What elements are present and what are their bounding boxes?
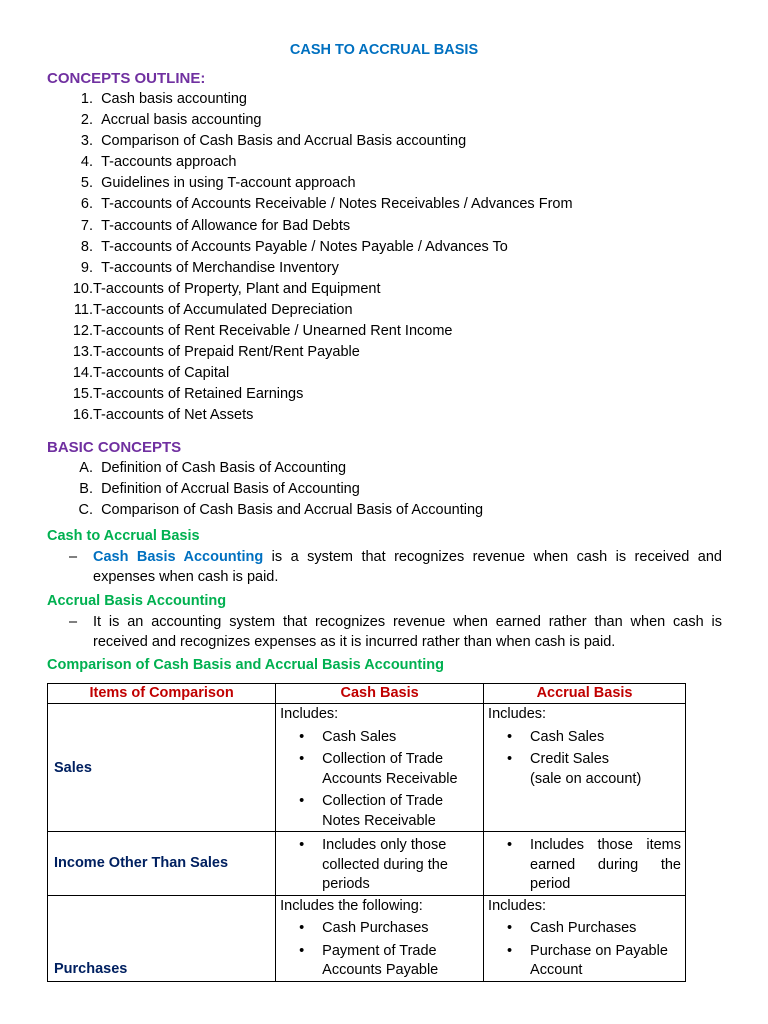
item-number: 9. — [80, 259, 93, 276]
list-item — [47, 152, 573, 173]
item-number: C. — [78, 502, 93, 519]
concepts-outline-heading: CONCEPTS OUTLINE: — [47, 70, 206, 87]
item-number: 12. — [72, 323, 93, 340]
sales-cash-basis-cell — [276, 704, 484, 832]
item-number: A. — [79, 460, 93, 476]
list-item: • Purchase on Payable Account — [488, 942, 681, 981]
list-item — [47, 300, 573, 321]
item-text: T-accounts of Accounts Payable / Notes Payable / Advances To — [101, 238, 508, 255]
item-text: T-accounts of Property, Plant and Equipment — [93, 280, 381, 297]
item-number: 5. — [80, 175, 93, 192]
basic-concepts-heading: BASIC CONCEPTS — [47, 439, 182, 456]
list-item — [47, 258, 573, 279]
item-number: 8. — [80, 238, 93, 255]
accrual-basis-heading: Accrual Basis Accounting — [47, 593, 227, 609]
list-item — [47, 194, 573, 215]
list-item — [47, 500, 483, 521]
list-item — [47, 479, 483, 500]
cell-intro: Includes: — [488, 897, 547, 914]
list-item: • Includes those items earned during the period — [488, 836, 681, 895]
list-item — [47, 89, 573, 110]
item-text: Definition of Cash Basis of Accounting — [101, 460, 347, 476]
list-item — [47, 458, 483, 479]
list-item: • Collection of Trade Notes Receivable — [280, 792, 479, 831]
sales-accrual-basis-cell — [484, 704, 686, 832]
purchases-accrual-basis-cell — [484, 895, 686, 981]
income-accrual-basis-cell — [484, 832, 686, 896]
accrual-basis-definition — [47, 613, 722, 652]
list-item: • Credit Sales — [488, 750, 681, 770]
list-item: • Collection of Trade Accounts Receivable — [280, 750, 479, 789]
item-text: T-accounts of Retained Earnings — [93, 386, 304, 403]
item-number: 3. — [80, 133, 93, 150]
list-item — [47, 237, 573, 258]
basic-concepts-list — [47, 458, 483, 521]
purchases-cash-basis-cell — [276, 895, 484, 981]
cash-basis-keyword: Cash Basis Accounting — [93, 549, 264, 565]
cash-to-accrual-heading: Cash to Accrual Basis — [47, 528, 200, 544]
list-item: • Cash Sales — [280, 728, 479, 748]
list-item: • Cash Purchases — [488, 919, 681, 939]
comparison-table — [47, 683, 686, 982]
cell-intro: Includes: — [488, 706, 547, 722]
list-item — [47, 405, 573, 426]
list-item — [47, 342, 573, 363]
item-text: Definition of Accrual Basis of Accounting — [101, 481, 360, 498]
item-number: 4. — [80, 154, 93, 171]
dash-bullet: – — [69, 614, 78, 630]
item-number: 1. — [80, 91, 93, 107]
item-number: 10. — [72, 280, 93, 297]
item-number: 14. — [72, 365, 93, 382]
item-text: T-accounts of Net Assets — [93, 407, 254, 424]
comparison-heading: Comparison of Cash Basis and Accrual Basis Accounting — [47, 657, 444, 673]
cash-basis-text: is a system that recognizes revenue when cash is received and expenses when cash is paid. — [93, 549, 722, 585]
list-item: • Cash Sales — [488, 728, 681, 748]
column-header: Items of Comparison — [48, 684, 276, 704]
row-label-income-other: Income Other Than Sales — [48, 832, 276, 896]
item-text: T-accounts of Merchandise Inventory — [101, 259, 339, 276]
list-item — [47, 279, 573, 300]
list-item — [47, 384, 573, 405]
table-row — [48, 832, 686, 896]
item-text: T-accounts approach — [101, 154, 237, 171]
item-text: T-accounts of Accumulated Depreciation — [93, 301, 353, 318]
item-number: 15. — [72, 386, 93, 403]
list-item: • Payment of Trade Accounts Payable — [280, 942, 479, 981]
item-text: Cash basis accounting — [101, 91, 247, 107]
column-header: Cash Basis — [276, 684, 484, 704]
item-text: T-accounts of Prepaid Rent/Rent Payable — [93, 344, 360, 361]
accrual-basis-text: It is an accounting system that recognizes revenue when earned rather than when cash is received and recognizes expenses as it is incurred rather than when cash is paid. — [93, 614, 722, 650]
item-text: Comparison of Cash Basis and Accrual Basis of Accounting — [101, 502, 484, 519]
item-number: B. — [79, 481, 93, 498]
item-text: T-accounts of Capital — [93, 365, 230, 382]
item-number: 13. — [72, 344, 93, 361]
item-number: 11. — [73, 301, 93, 318]
row-label-sales: Sales — [48, 704, 276, 832]
list-item — [47, 363, 573, 384]
list-item — [47, 321, 573, 342]
cell-intro: Includes the following: — [280, 897, 423, 914]
list-item — [47, 110, 573, 131]
item-text: Accrual basis accounting — [101, 112, 262, 129]
row-label-purchases: Purchases — [48, 895, 276, 981]
page-title: CASH TO ACCRUAL BASIS — [289, 42, 479, 58]
table-row — [48, 895, 686, 981]
item-text: T-accounts of Accounts Receivable / Notes Receivables / Advances From — [101, 196, 573, 213]
column-header: Accrual Basis — [484, 684, 686, 704]
list-item: • Includes only those collected during the periods — [280, 836, 479, 895]
list-item — [47, 216, 573, 237]
item-number: 16. — [72, 407, 93, 424]
item-text: T-accounts of Allowance for Bad Debts — [101, 217, 351, 234]
list-item — [47, 173, 573, 194]
table-row — [48, 704, 686, 832]
item-text: T-accounts of Rent Receivable / Unearned Rent Income — [93, 323, 453, 340]
item-number: 6. — [80, 196, 93, 213]
cash-basis-definition — [47, 548, 722, 587]
table-header-row — [48, 684, 686, 704]
list-item — [47, 131, 573, 152]
concepts-outline-list — [47, 89, 573, 427]
item-number: 2. — [80, 112, 93, 129]
cell-intro: Includes: — [280, 706, 339, 722]
income-cash-basis-cell — [276, 832, 484, 896]
item-text: Comparison of Cash Basis and Accrual Basis accounting — [101, 133, 467, 150]
item-text: Guidelines in using T-account approach — [101, 175, 356, 192]
list-item-note: (sale on account) — [530, 770, 642, 787]
item-number: 7. — [80, 217, 93, 234]
list-item: • Cash Purchases — [280, 919, 479, 939]
dash-bullet: – — [69, 549, 78, 565]
